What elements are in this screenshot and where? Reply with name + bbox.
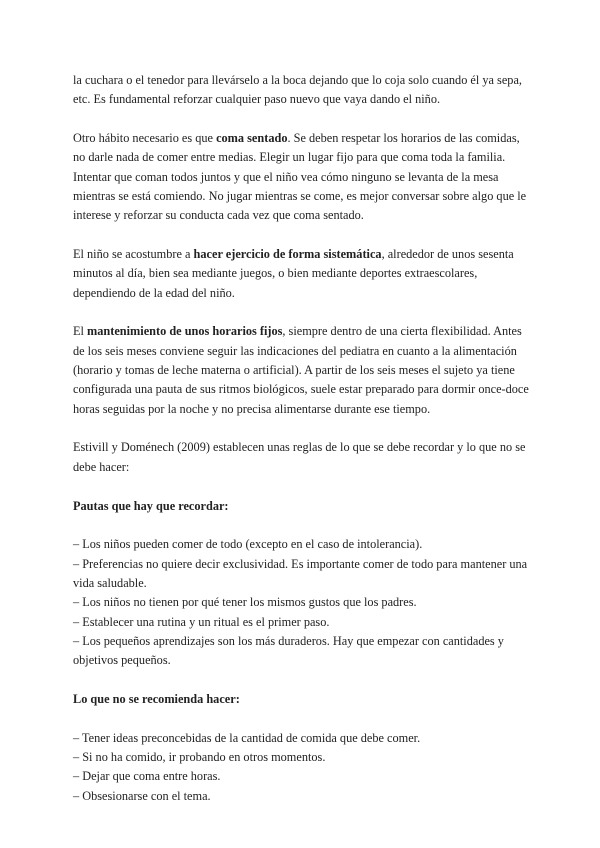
section-heading-avoid: Lo que no se recomienda hacer: <box>73 691 240 706</box>
paragraph-rules-intro <box>73 438 533 477</box>
paragraph-text: , siempre dentro de una cierta flexibilidad. Antes de los seis meses conviene seguir las indicaciones del pediatra en cuanto a la alimentación (horario y tomas de leche materna o artificial). A partir de los seis meses el sujeto ya tiene configurada una pauta de sus ritmos biológicos, suele estar preparado para dormir once-doce horas seguidas por la noche y no precisa alimentarse durante ese tiempo. <box>73 324 529 416</box>
list-item: – Los niños no tienen por qué tener los mismos gustos que los padres. <box>73 595 417 610</box>
paragraph-cutlery <box>73 71 533 110</box>
list-item: – Preferencias no quiere decir exclusividad. Es importante comer de todo para mantener una vida saludable. <box>73 556 528 590</box>
emphasis-text: mantenimiento de unos horarios fijos <box>87 324 283 339</box>
list-item: – Los niños pueden comer de todo (excepto en el caso de intolerancia). <box>73 537 423 552</box>
paragraph-text: Estivill y Doménech (2009) establecen unas reglas de lo que se debe recordar y lo que no se debe hacer: <box>73 440 526 474</box>
paragraph-text: la cuchara o el tenedor para llevárselo a la boca dejando que lo coja solo cuando él ya sepa, etc. Es fundamental reforzar cualquier paso nuevo que vaya dando el niño. <box>73 73 522 107</box>
list-item: – Dejar que coma entre horas. <box>73 769 221 784</box>
paragraph-exercise <box>73 245 533 303</box>
remember-list <box>73 535 533 670</box>
avoid-list <box>73 729 533 806</box>
list-item: – Establecer una rutina y un ritual es el primer paso. <box>73 614 330 629</box>
paragraph-text: El <box>73 324 88 339</box>
paragraph-text: Otro hábito necesario es que <box>73 131 217 146</box>
paragraph-text: El niño se acostumbre a <box>73 247 194 262</box>
list-item: – Los pequeños aprendizajes son los más duraderos. Hay que empezar con cantidades y objetivos pequeños. <box>73 633 504 668</box>
list-item: – Si no ha comido, ir probando en otros momentos. <box>73 750 326 765</box>
section-heading-remember: Pautas que hay que recordar: <box>73 498 229 513</box>
paragraph-sitting <box>73 129 533 225</box>
document-body <box>73 71 533 825</box>
paragraph-text: , alrededor de unos sesenta minutos al día, bien sea mediante juegos, o bien mediante deportes extraescolares, dependiendo de la edad del niño. <box>73 247 514 300</box>
list-item: – Obsesionarse con el tema. <box>73 788 211 803</box>
emphasis-text: hacer ejercicio de forma sistemática <box>193 247 382 262</box>
paragraph-schedule <box>73 322 533 418</box>
list-item: – Tener ideas preconcebidas de la cantidad de comida que debe comer. <box>73 730 421 745</box>
emphasis-text: coma sentado <box>216 131 288 146</box>
paragraph-text: . Se deben respetar los horarios de las comidas, no darle nada de comer entre medias. Elegir un lugar fijo para que coma toda la familia. Intentar que coman todos juntos y que el niño vea cómo ninguno se levanta de la mesa mientras se está comiendo. No jugar mientras se come, es mejor conversar sobre algo que le interese y reforzar su conducta cada vez que coma sentado. <box>73 131 527 223</box>
